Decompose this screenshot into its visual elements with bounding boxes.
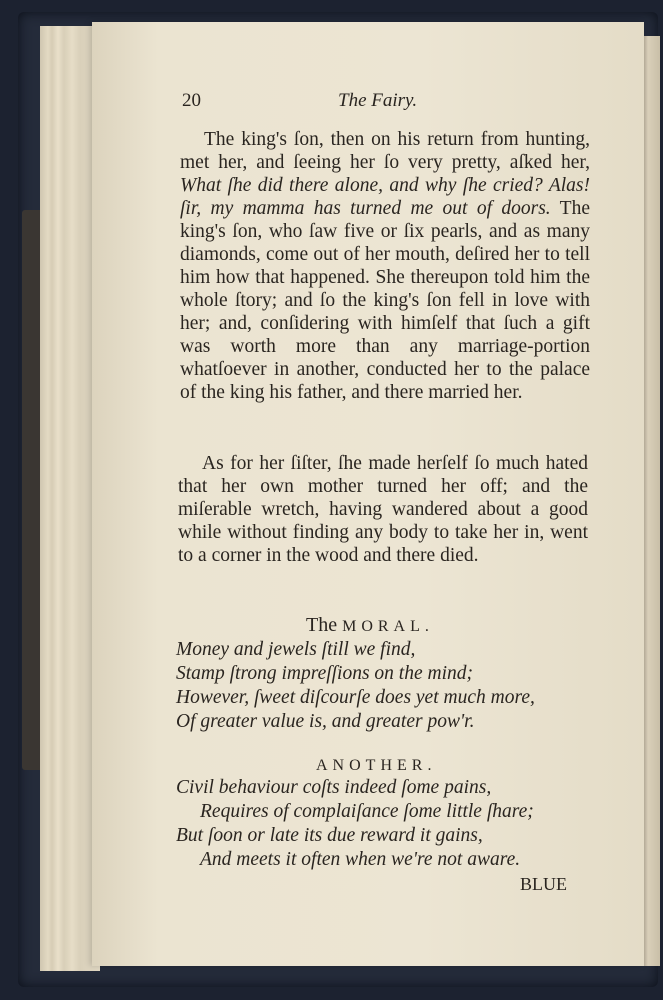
verse-line: Civil behaviour coſts indeed ſome pains,	[176, 777, 492, 798]
moral-heading	[306, 614, 434, 637]
paragraph-2: As for her ſiſter, ſhe made herſelf ſo much hated that her own mother turned her off; and the miſerable wretch, having wandered about a good while without finding any body to take her in, went to a corner in the wood and there died.	[178, 453, 588, 566]
verse-line: And meets it often when we're not aware.	[200, 849, 521, 870]
paragraph-1-segment: The king's ſon, who ſaw five or ſix pearls, and as many diamonds, come out of her mouth, deſired her to tell him how that happened. She thereupon told him the whole ſtory; and ſo the king's ſon fell in love with her; and, conſidering with himſelf that ſuch a gift was worth more than any marriage-portion whatſoever in another, conducted her to the palace of the king his father, and there married her.	[180, 198, 591, 403]
page-edges	[40, 26, 100, 971]
moral-heading-prefix: The	[306, 614, 338, 636]
verse-line: Requires of complaiſance ſome little ſhare;	[200, 801, 534, 822]
paragraph-1	[180, 128, 590, 404]
page-number: 20	[182, 90, 201, 111]
paragraph-1-segment: The king's ſon, then on his return from hunting, met her, and ſeeing her ſo very pretty, aſked her,	[180, 129, 590, 173]
moral-heading-word: MORAL.	[342, 618, 434, 635]
verse-line: Of greater value is, and greater pow'r.	[176, 711, 475, 732]
running-title: The Fairy.	[338, 90, 418, 111]
verse-line: But ſoon or late its due reward it gains,	[176, 825, 483, 846]
verse-line: Stamp ſtrong impreſſions on the mind;	[176, 663, 474, 684]
catchword: BLUE	[520, 874, 567, 894]
another-verse	[176, 776, 596, 872]
another-heading: ANOTHER.	[316, 757, 437, 774]
moral-verse	[176, 638, 596, 734]
verse-line: Money and jewels ſtill we find,	[176, 639, 416, 660]
paragraph-1-segment: What ſhe did there alone, and why ſhe cried? Alas! ſir, my mamma has turned me out of doors.	[180, 175, 590, 219]
verse-line: However, ſweet diſcourſe does yet much more,	[176, 687, 535, 708]
